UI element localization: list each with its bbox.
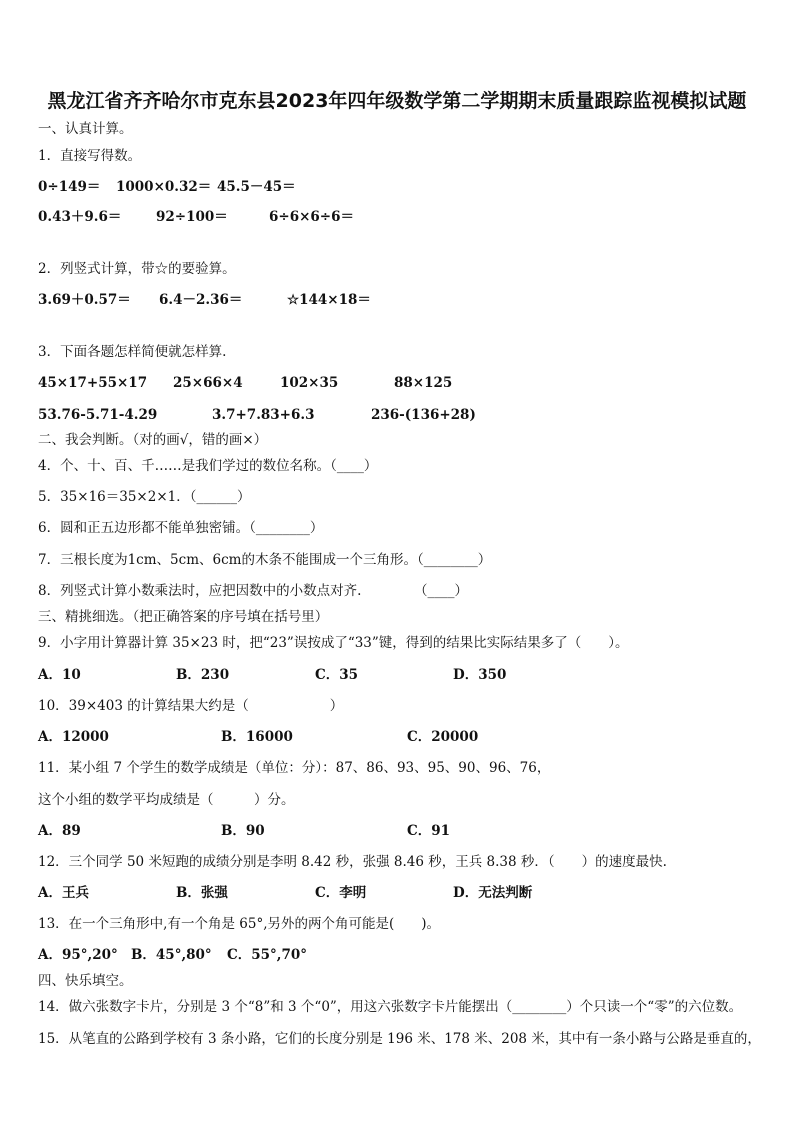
question-5: 5．35×16＝35×2×1．（______） <box>38 489 251 505</box>
question-9: 9．小字用计算器计算 35×23 时，把“23”误按成了“33”键，得到的结果比实际结果多了（ ）。 <box>38 635 629 651</box>
question-1: 1．直接写得数。 <box>38 148 142 164</box>
q2-item-2: 6.4－2.36＝ <box>159 292 243 308</box>
section-3-heading: 三、精挑细选。（把正确答案的序号填在括号里） <box>38 609 329 625</box>
question-4: 4．个、十、百、千……是我们学过的数位名称。（____） <box>38 458 378 474</box>
question-6: 6．圆和正五边形都不能单独密铺。（________） <box>38 520 324 536</box>
question-10: 10．39×403 的计算结果大约是（ ） <box>38 698 344 714</box>
q9-option-a: A．10 <box>38 667 81 683</box>
section-4-heading: 四、快乐填空。 <box>38 973 133 989</box>
q13-option-c: C．55°,70° <box>227 947 308 963</box>
question-3: 3．下面各题怎样简便就怎样算. <box>38 344 227 360</box>
question-11-line-2: 这个小组的数学平均成绩是（ ）分。 <box>38 792 295 808</box>
question-11-line-1: 11．某小组 7 个学生的数学成绩是（单位：分）：87、86、93、95、90、96、76， <box>38 760 551 776</box>
q1-item-5: 92÷100＝ <box>156 209 228 225</box>
q13-option-a: A．95°,20° <box>38 947 118 963</box>
question-8: 8．列竖式计算小数乘法时，应把因数中的小数点对齐. <box>38 583 362 599</box>
q1-item-1: 0÷149＝ <box>38 179 101 195</box>
q3-item-2: 25×66×4 <box>173 375 243 391</box>
q10-option-c: C．20000 <box>407 729 479 745</box>
q1-item-3: 45.5－45＝ <box>217 179 296 195</box>
q10-option-b: B．16000 <box>221 729 293 745</box>
q12-option-d: D．无法判断 <box>453 885 533 901</box>
q3-item-1: 45×17+55×17 <box>38 375 148 391</box>
q11-option-b: B．90 <box>221 823 265 839</box>
question-7: 7．三根长度为1cm、5cm、6cm的木条不能围成一个三角形。（________） <box>38 552 492 568</box>
question-12: 12．三个同学 50 米短跑的成绩分别是李明 8.42 秒，张强 8.46 秒，王兵 8.38 秒．（ ）的速度最快. <box>38 854 667 870</box>
question-15: 15．从笔直的公路到学校有 3 条小路，它们的长度分别是 196 米、178 米、208 米，其中有一条小路与公路是垂直的， <box>38 1031 761 1047</box>
question-8-blank: （____） <box>414 583 468 599</box>
q12-option-c: C．李明 <box>315 885 367 901</box>
q12-option-b: B．张强 <box>176 885 228 901</box>
q2-item-1: 3.69＋0.57＝ <box>38 292 131 308</box>
q9-option-d: D．350 <box>453 667 507 683</box>
q10-option-a: A．12000 <box>38 729 109 745</box>
q12-option-a: A．王兵 <box>38 885 89 901</box>
q3-item-3: 102×35 <box>280 375 339 391</box>
question-2: 2．列竖式计算，带☆的要验算。 <box>38 261 236 277</box>
q9-option-b: B．230 <box>176 667 230 683</box>
question-13: 13．在一个三角形中,有一个角是 65°,另外的两个角可能是( )。 <box>38 916 441 932</box>
page-title: 黑龙江省齐齐哈尔市克东县2023年四年级数学第二学期期末质量跟踪监视模拟试题 <box>47 90 747 112</box>
question-14: 14．做六张数字卡片，分别是 3 个“8”和 3 个“0”，用这六张数字卡片能摆出（________）个只读一个“零”的六位数。 <box>38 999 743 1015</box>
section-1-heading: 一、认真计算。 <box>38 121 133 137</box>
q3-item-5: 53.76-5.71-4.29 <box>38 407 158 423</box>
section-2-heading: 二、我会判断。（对的画√，错的画×） <box>38 432 268 448</box>
q9-option-c: C．35 <box>315 667 359 683</box>
q1-item-4: 0.43＋9.6＝ <box>38 209 122 225</box>
q13-option-b: B．45°,80° <box>131 947 212 963</box>
q3-item-7: 236-(136+28) <box>371 407 476 423</box>
q3-item-6: 3.7+7.83+6.3 <box>212 407 315 423</box>
q11-option-c: C．91 <box>407 823 451 839</box>
q3-item-4: 88×125 <box>394 375 453 391</box>
q11-option-a: A．89 <box>38 823 81 839</box>
q1-item-2: 1000×0.32＝ <box>116 179 212 195</box>
q2-item-3: ☆144×18＝ <box>287 292 371 308</box>
q1-item-6: 6÷6×6÷6＝ <box>269 209 355 225</box>
